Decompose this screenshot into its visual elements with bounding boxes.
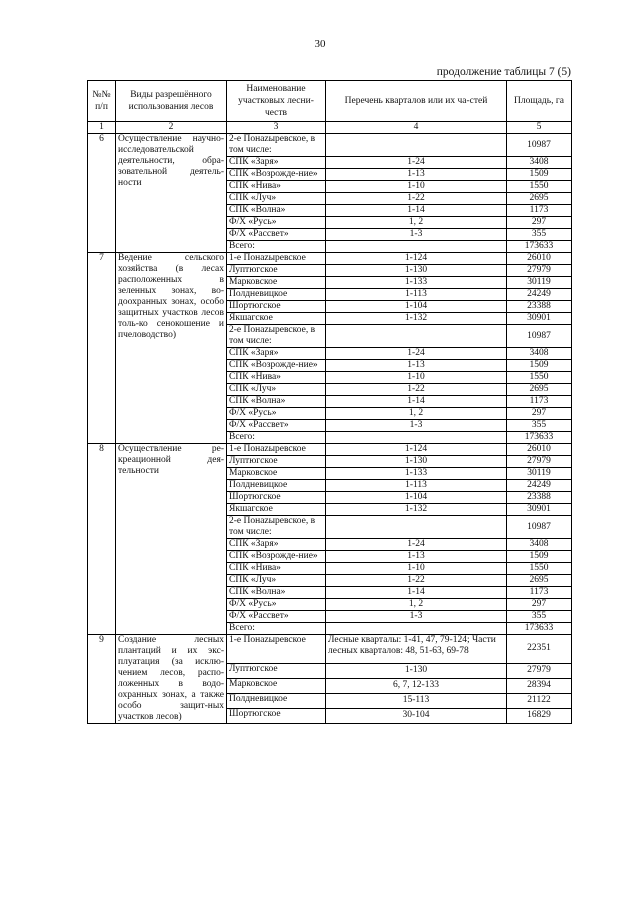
forestry-name-cell: Полдневицкое <box>227 480 326 492</box>
area-cell: 297 <box>507 599 572 611</box>
table-header-row <box>88 81 572 122</box>
row-number: 6 <box>88 134 116 253</box>
forestry-name-cell: 2-е Понazыревское, в том числе: <box>227 134 326 157</box>
quarters-cell <box>326 432 507 444</box>
quarters-cell: 1-22 <box>326 193 507 205</box>
area-cell: 1509 <box>507 169 572 181</box>
quarters-cell: 1-130 <box>326 456 507 468</box>
forestry-name-cell: СПК «Возрожде-ние» <box>227 551 326 563</box>
forestry-name-cell: Луптюгское <box>227 663 326 678</box>
use-kind-cell: Создание лесных плантаций и их экс-плуатация (за исклю-чением лесов, распо-ложенных в водо-охранных зонах, а также особо защит-ных участков лесов) <box>116 635 227 724</box>
forestry-name-cell: Марковское <box>227 678 326 693</box>
quarters-cell: 1-104 <box>326 301 507 313</box>
area-cell: 30901 <box>507 313 572 325</box>
area-cell: 1173 <box>507 396 572 408</box>
forestry-name-cell: 2-е Понazыревское, в том числе: <box>227 325 326 348</box>
table-continuation-caption: продолжение таблицы 7 (5) <box>436 66 571 78</box>
forestry-name-cell: Шортюгское <box>227 708 326 723</box>
area-cell: 1173 <box>507 205 572 217</box>
quarters-cell: 1-22 <box>326 575 507 587</box>
page-number: 30 <box>314 38 326 50</box>
use-kind-cell: Осуществление научно-исследовательской деятельности, обра-зовательной деятель-ности <box>116 134 227 253</box>
forest-use-table <box>87 80 572 724</box>
area-cell: 10987 <box>507 134 572 157</box>
forestry-name-cell: Ф/Х «Рассвет» <box>227 420 326 432</box>
forestry-name-cell: 1-е Понazыревское <box>227 253 326 265</box>
quarters-cell: 1-24 <box>326 539 507 551</box>
quarters-cell: Лесные кварталы: 1-41, 47, 79-124; Части лесных кварталов: 48, 51-63, 69-78 <box>326 635 507 664</box>
quarters-cell: 1-130 <box>326 265 507 277</box>
area-cell: 10987 <box>507 516 572 539</box>
column-number: 5 <box>507 122 572 134</box>
use-kind-cell: Ведение сельского хозяйства (в лесах расположенных в зеленных зонах, во-доохранных зонах, особо защитных участков лесов толь-ко сенокошение и пчеловодство) <box>116 253 227 444</box>
area-cell: 1509 <box>507 360 572 372</box>
quarters-cell: 1-14 <box>326 205 507 217</box>
forestry-name-cell: Ф/Х «Рассвет» <box>227 611 326 623</box>
area-cell: 24249 <box>507 480 572 492</box>
quarters-cell: 1-14 <box>326 396 507 408</box>
quarters-cell <box>326 241 507 253</box>
quarters-cell: 1-13 <box>326 360 507 372</box>
area-cell: 30901 <box>507 504 572 516</box>
area-cell: 2695 <box>507 384 572 396</box>
quarters-cell: 1-3 <box>326 420 507 432</box>
quarters-cell: 1-13 <box>326 551 507 563</box>
quarters-cell: 1-10 <box>326 563 507 575</box>
quarters-cell: 1, 2 <box>326 599 507 611</box>
forestry-name-cell: Шортюгское <box>227 301 326 313</box>
area-cell: 16829 <box>507 708 572 723</box>
area-cell: 10987 <box>507 325 572 348</box>
quarters-cell: 30-104 <box>326 708 507 723</box>
area-cell: 297 <box>507 217 572 229</box>
forestry-name-cell: СПК «Нива» <box>227 563 326 575</box>
forestry-name-cell: Якшагское <box>227 313 326 325</box>
header-number: №№ п/п <box>88 81 116 122</box>
forestry-name-cell: Шортюгское <box>227 492 326 504</box>
quarters-cell: 1, 2 <box>326 217 507 229</box>
column-number: 2 <box>116 122 227 134</box>
area-cell: 1173 <box>507 587 572 599</box>
header-forestry-name: Наименование участковых лесни-честв <box>227 81 326 122</box>
forestry-name-cell: Всего: <box>227 241 326 253</box>
quarters-cell: 1-133 <box>326 277 507 289</box>
area-cell: 297 <box>507 408 572 420</box>
area-cell: 26010 <box>507 444 572 456</box>
area-cell: 1550 <box>507 372 572 384</box>
area-cell: 355 <box>507 229 572 241</box>
quarters-cell: 1-132 <box>326 313 507 325</box>
forestry-name-cell: СПК «Волна» <box>227 396 326 408</box>
forestry-name-cell: Марковское <box>227 468 326 480</box>
area-cell: 3408 <box>507 157 572 169</box>
forestry-name-cell: Якшагское <box>227 504 326 516</box>
area-cell: 21122 <box>507 693 572 708</box>
forestry-name-cell: Ф/Х «Русь» <box>227 599 326 611</box>
forestry-name-cell: Полдневицкое <box>227 693 326 708</box>
column-number: 1 <box>88 122 116 134</box>
forestry-name-cell: СПК «Нива» <box>227 372 326 384</box>
quarters-cell: 1-10 <box>326 372 507 384</box>
quarters-cell: 1-104 <box>326 492 507 504</box>
column-number: 4 <box>326 122 507 134</box>
table-row <box>88 444 572 456</box>
area-cell: 1550 <box>507 181 572 193</box>
column-number: 3 <box>227 122 326 134</box>
quarters-cell: 1-24 <box>326 348 507 360</box>
forestry-name-cell: Марковское <box>227 277 326 289</box>
area-cell: 3408 <box>507 348 572 360</box>
forestry-name-cell: СПК «Возрожде-ние» <box>227 169 326 181</box>
column-number-row <box>88 122 572 134</box>
quarters-cell: 1-3 <box>326 229 507 241</box>
quarters-cell: 1-13 <box>326 169 507 181</box>
area-cell: 22351 <box>507 635 572 664</box>
quarters-cell <box>326 623 507 635</box>
quarters-cell: 1-130 <box>326 663 507 678</box>
forestry-name-cell: Всего: <box>227 432 326 444</box>
quarters-cell: 1-113 <box>326 480 507 492</box>
table-row <box>88 635 572 664</box>
area-cell: 24249 <box>507 289 572 301</box>
area-cell: 173633 <box>507 623 572 635</box>
forestry-name-cell: СПК «Волна» <box>227 587 326 599</box>
quarters-cell <box>326 516 507 539</box>
forestry-name-cell: СПК «Заря» <box>227 157 326 169</box>
area-cell: 355 <box>507 420 572 432</box>
quarters-cell: 1-3 <box>326 611 507 623</box>
table-body <box>88 134 572 724</box>
forestry-name-cell: Полдневицкое <box>227 289 326 301</box>
quarters-cell: 1-24 <box>326 157 507 169</box>
forestry-name-cell: Луптюгское <box>227 456 326 468</box>
quarters-cell: 1-113 <box>326 289 507 301</box>
forestry-name-cell: Луптюгское <box>227 265 326 277</box>
forestry-name-cell: 1-е Понazыревское <box>227 444 326 456</box>
row-number: 7 <box>88 253 116 444</box>
quarters-cell <box>326 134 507 157</box>
quarters-cell: 1-22 <box>326 384 507 396</box>
area-cell: 1509 <box>507 551 572 563</box>
area-cell: 27979 <box>507 265 572 277</box>
forestry-name-cell: СПК «Луч» <box>227 575 326 587</box>
area-cell: 173633 <box>507 432 572 444</box>
quarters-cell: 6, 7, 12-133 <box>326 678 507 693</box>
forestry-name-cell: Ф/Х «Русь» <box>227 217 326 229</box>
table-row <box>88 253 572 265</box>
forestry-name-cell: СПК «Возрожде-ние» <box>227 360 326 372</box>
quarters-cell: 1, 2 <box>326 408 507 420</box>
quarters-cell: 1-132 <box>326 504 507 516</box>
area-cell: 2695 <box>507 575 572 587</box>
quarters-cell: 1-10 <box>326 181 507 193</box>
area-cell: 27979 <box>507 456 572 468</box>
quarters-cell <box>326 325 507 348</box>
row-number: 9 <box>88 635 116 724</box>
use-kind-cell: Осуществление ре-креационной дея-тельности <box>116 444 227 635</box>
area-cell: 30119 <box>507 277 572 289</box>
area-cell: 30119 <box>507 468 572 480</box>
forestry-name-cell: СПК «Волна» <box>227 205 326 217</box>
header-quarters: Перечень кварталов или их ча-стей <box>326 81 507 122</box>
table-row <box>88 134 572 157</box>
quarters-cell: 1-124 <box>326 253 507 265</box>
row-number: 8 <box>88 444 116 635</box>
forestry-name-cell: 1-е Понazыревское <box>227 635 326 664</box>
quarters-cell: 15-113 <box>326 693 507 708</box>
area-cell: 355 <box>507 611 572 623</box>
area-cell: 3408 <box>507 539 572 551</box>
area-cell: 26010 <box>507 253 572 265</box>
forestry-name-cell: СПК «Луч» <box>227 384 326 396</box>
forestry-name-cell: СПК «Заря» <box>227 539 326 551</box>
quarters-cell: 1-133 <box>326 468 507 480</box>
area-cell: 23388 <box>507 492 572 504</box>
area-cell: 27979 <box>507 663 572 678</box>
forestry-name-cell: СПК «Луч» <box>227 193 326 205</box>
forestry-name-cell: Ф/Х «Русь» <box>227 408 326 420</box>
quarters-cell: 1-14 <box>326 587 507 599</box>
area-cell: 2695 <box>507 193 572 205</box>
forestry-name-cell: 2-е Понazыревское, в том числе: <box>227 516 326 539</box>
forestry-name-cell: Всего: <box>227 623 326 635</box>
forestry-name-cell: Ф/Х «Рассвет» <box>227 229 326 241</box>
area-cell: 28394 <box>507 678 572 693</box>
forestry-name-cell: СПК «Заря» <box>227 348 326 360</box>
area-cell: 1550 <box>507 563 572 575</box>
area-cell: 23388 <box>507 301 572 313</box>
header-area: Площадь, га <box>507 81 572 122</box>
area-cell: 173633 <box>507 241 572 253</box>
header-use-kind: Виды разрешённого использования лесов <box>116 81 227 122</box>
quarters-cell: 1-124 <box>326 444 507 456</box>
forestry-name-cell: СПК «Нива» <box>227 181 326 193</box>
